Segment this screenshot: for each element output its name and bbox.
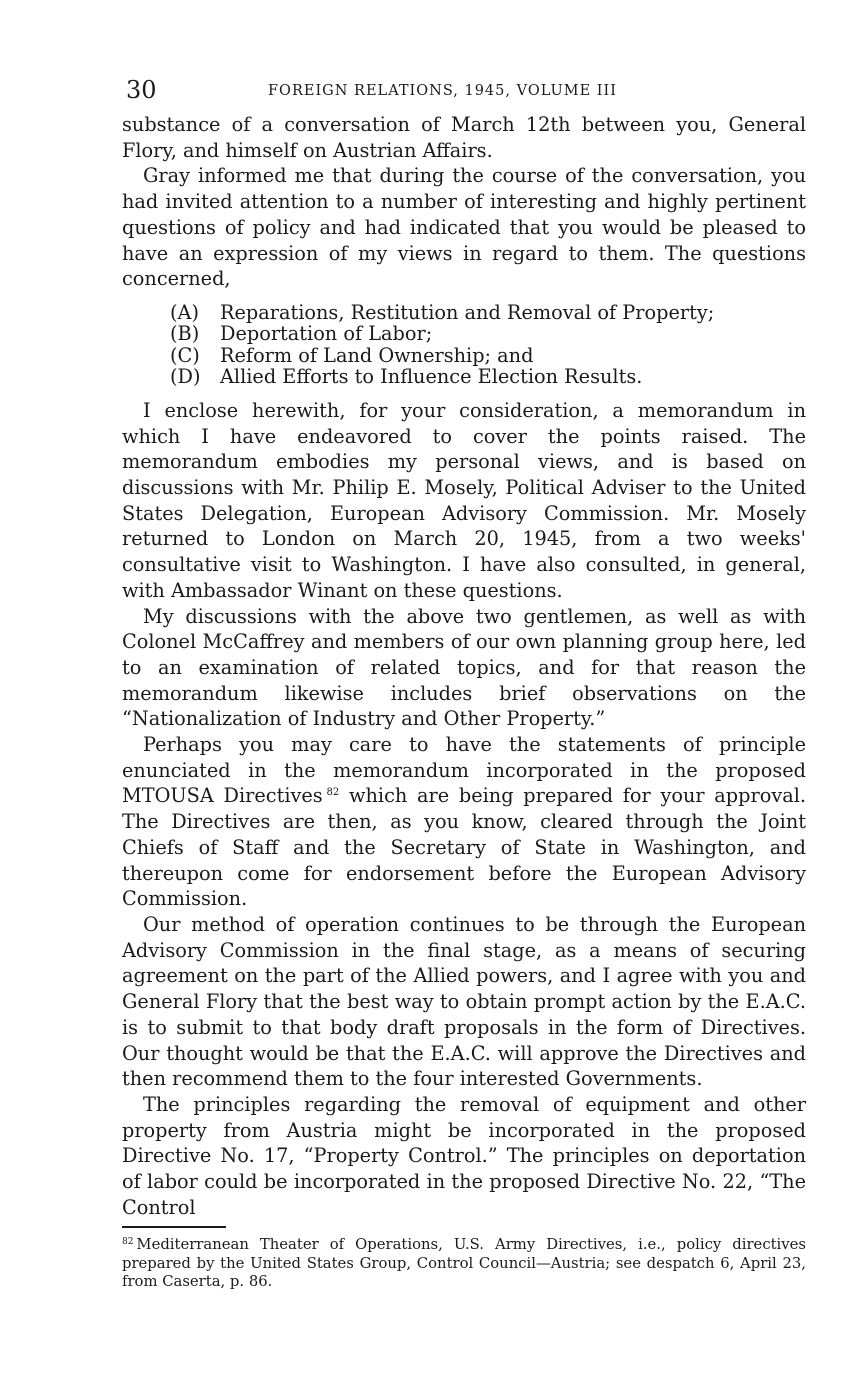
page-header	[122, 72, 806, 112]
footnote-reference: 82	[326, 787, 340, 799]
list-item-letter: (A)	[170, 300, 199, 324]
list-item-letter: (C)	[170, 343, 200, 367]
paragraph: The principles regarding the removal of equipment and other property from Austria might be incorporated in the proposed Directive No. 17, “Property Control.” The principles on deportation of labor could be incorporated in the proposed Directive No. 22, “The Control	[122, 1092, 806, 1219]
list-item-text: Deportation of Labor;	[220, 322, 433, 346]
paragraph: Our method of operation continues to be through the European Advisory Commission in the final stage, as a means of securing agreement on the part of the Allied powers, and I agree with you and General Flory that the best way to obtain prompt action by the E.A.C. is to submit to that body draft proposals in the form of Directives. Our thought would be that the E.A.C. will approve the Directives and then recommend them to the four interested Governments.	[122, 912, 806, 1091]
list-item-text: Reparations, Restitution and Removal of Property;	[220, 300, 715, 324]
paragraph-continuation: substance of a conversation of March 12th between you, General Flory, and himself on Austrian Affairs.	[122, 113, 806, 162]
footnote-text: Mediterranean Theater of Operations, U.S. Army Directives, i.e., policy directives prepared by the United States Group, Control Council—Austria; see despatch 6, April 23, from Caserta, p. 86.	[122, 1236, 806, 1291]
footnote	[122, 1236, 806, 1292]
paragraph-text: which are being prepared for your approval. The Directives are then, as you know, cleared through the Joint Chiefs of Staff and the Secretary of State in Washington, and thereupon come for endorsement before the European Advisory Commission.	[122, 784, 807, 911]
list-item-letter: (B)	[170, 322, 200, 346]
list-item	[170, 302, 806, 324]
paragraph: I enclose herewith, for your consideration, a memorandum in which I have endeavored to cover the points raised. The memorandum embodies my personal views, and is based on discussions with Mr. Philip E. Mosely, Political Adviser to the United States Delegation, European Advisory Commission. Mr. Mosely returned to London on March 20, 1945, from a two weeks' consultative visit to Washington. I have also consulted, in general, with Ambassador Winant on these questions.	[122, 398, 806, 602]
page-number: 30	[126, 76, 157, 104]
list-item-text: Reform of Land Ownership; and	[220, 343, 534, 367]
list-item	[170, 323, 806, 345]
list-item-letter: (D)	[170, 365, 201, 389]
list-item	[170, 345, 806, 367]
list-item	[170, 366, 806, 388]
document-page	[122, 72, 806, 1292]
footnote-number: 82	[122, 1237, 134, 1248]
paragraph: Gray informed me that during the course of the conversation, you had invited attention to a number of interesting and highly pertinent questions of policy and had indicated that you would be pleased to have an expression of my views in regard to them. The questions concerned,	[122, 164, 806, 291]
questions-list	[122, 302, 806, 388]
body-text	[122, 112, 806, 1220]
paragraph-text: Perhaps you may care to have the statements of principle enunciated in the memorandum incorporated in the proposed MTOUSA Directives	[122, 733, 806, 808]
list-item-text: Allied Efforts to Influence Election Results.	[220, 365, 643, 389]
footnote-divider	[122, 1226, 226, 1228]
paragraph: My discussions with the above two gentlemen, as well as with Colonel McCaffrey and members of our own planning group here, led to an examination of related topics, and for that reason the memorandum likewise includes brief observations on the “Nationalization of Industry and Other Property.”	[122, 604, 806, 731]
paragraph	[122, 732, 806, 912]
running-head: FOREIGN RELATIONS, 1945, VOLUME III	[268, 83, 617, 99]
